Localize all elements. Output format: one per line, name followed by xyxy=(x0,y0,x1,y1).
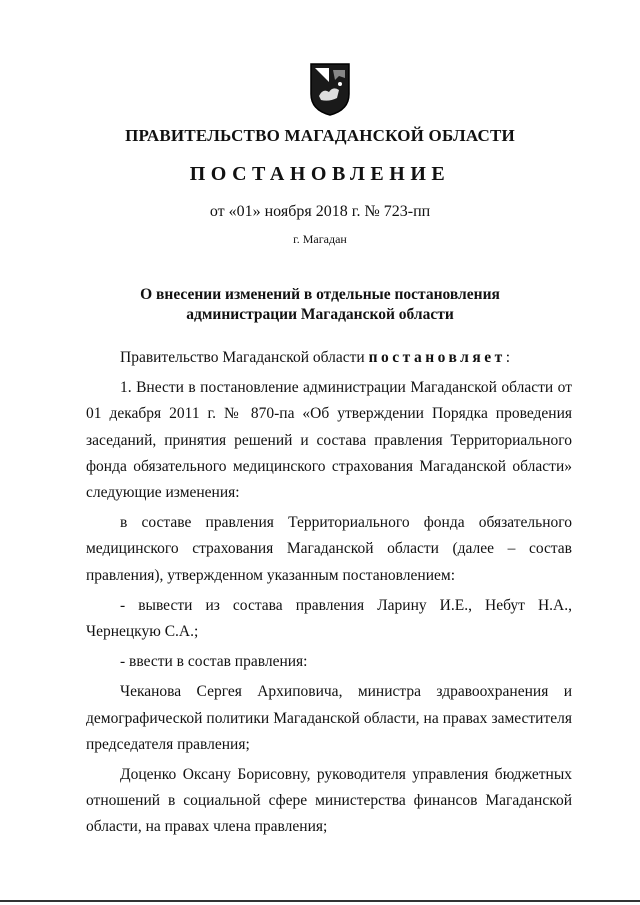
document-body xyxy=(86,345,572,845)
magadan-coat-of-arms-icon xyxy=(309,62,351,116)
paragraph-5: Чеканова Сергея Архиповича, министра здравоохранения и демографической политики Магаданской области, на правах заместителя председателя правления; xyxy=(86,683,572,753)
intro-paragraph xyxy=(86,345,572,371)
page-bottom-border xyxy=(0,900,640,902)
document-subject xyxy=(80,285,560,325)
paragraph-4: - ввести в состав правления: xyxy=(120,653,308,671)
paragraph-2: в составе правления Территориального фонда обязательного медицинского страхования Магаданской области (далее – состав правления), утвержденном указанным постановлением: xyxy=(86,514,572,584)
paragraph-1: 1. Внести в постановление администрации Магаданской области от 01 декабря 2011 г. № 870-па «Об утверждении Порядка проведения заседаний, принятия решений и состава правления Территориального фонда обязательного медицинского страхования Магаданской области» следующие изменения: xyxy=(86,379,572,502)
document-type: ПОСТАНОВЛЕНИЕ xyxy=(189,163,451,185)
paragraph-6: Доценко Оксану Борисовну, руководителя управления бюджетных отношений в социальной сфере министерства финансов Магаданской области, на правах члена правления; xyxy=(86,766,572,836)
paragraph-3: - вывести из состава правления Ларину И.Е., Небут Н.А., Чернецкую С.А.; xyxy=(86,596,572,641)
subject-line-2: администрации Магаданской области xyxy=(186,306,454,323)
organization-title: ПРАВИТЕЛЬСТВО МАГАДАНСКОЙ ОБЛАСТИ xyxy=(125,126,515,145)
intro-colon: : xyxy=(505,349,511,366)
intro-text: Правительство Магаданской области xyxy=(120,349,369,366)
document-city: г. Магадан xyxy=(293,232,347,246)
subject-line-1: О внесении изменений в отдельные постановления xyxy=(140,286,500,303)
document-date-number: от «01» ноября 2018 г. № 723-пп xyxy=(209,203,431,220)
intro-action: постановляет xyxy=(368,349,506,366)
